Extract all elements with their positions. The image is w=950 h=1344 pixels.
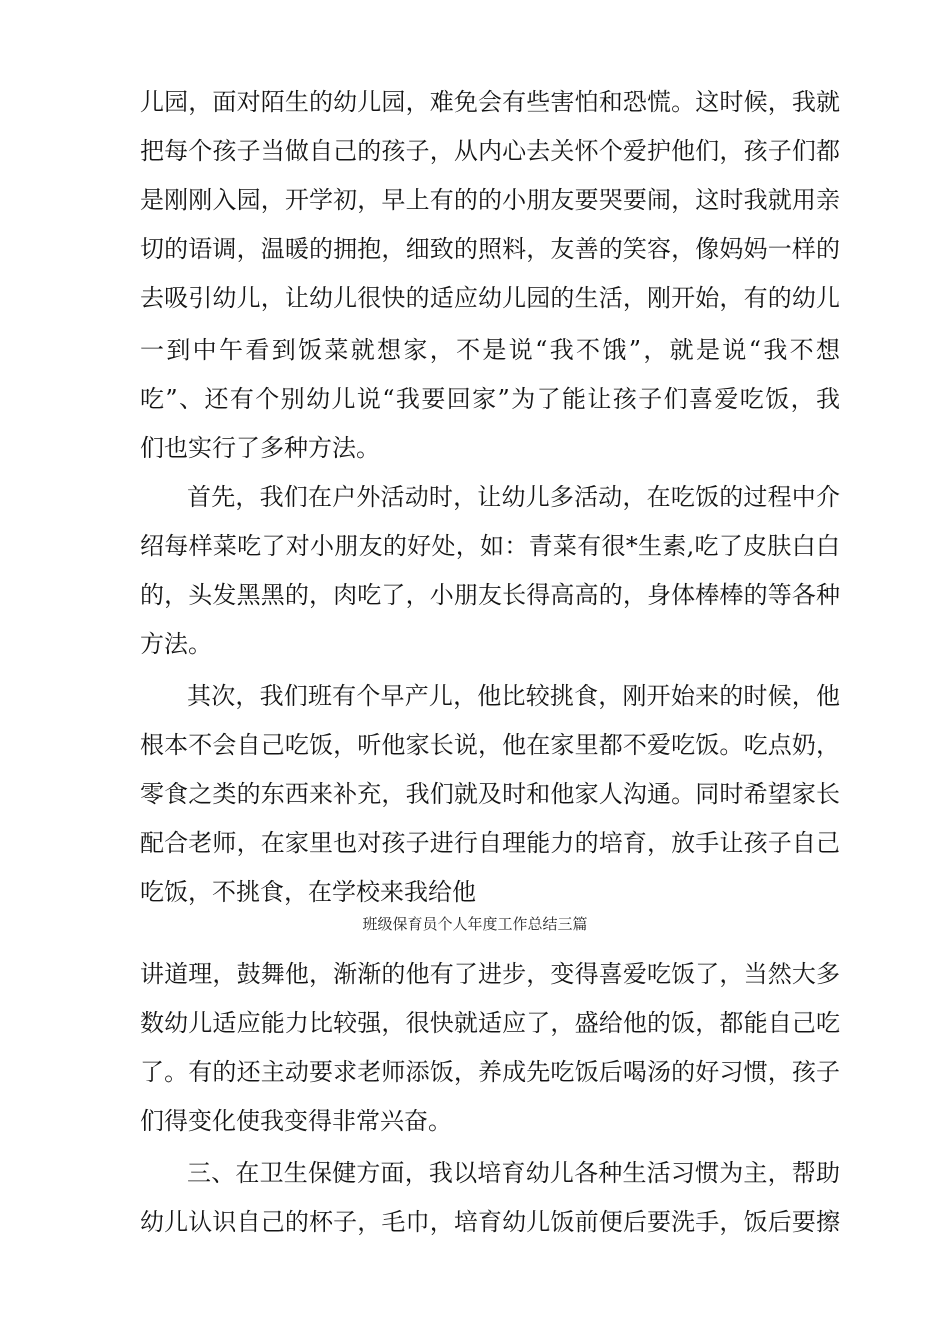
text-line: 儿园，面对陌生的幼儿园，难免会有些害怕和恐慌。这时候，我就	[140, 88, 840, 116]
text-line: 把每个孩子当做自己的孩子，从内心去关怀个爱护他们，孩子们都	[140, 137, 840, 165]
text-line: 了。有的还主动要求老师添饭，养成先吃饭后喝汤的好习惯，孩子	[140, 1058, 840, 1086]
text-line: 绍每样菜吃了对小朋友的好处，如：青菜有很*生素,吃了皮肤白白	[140, 532, 840, 560]
text-line: 方法。	[140, 630, 212, 658]
text-line: 零食之类的东西来补充，我们就及时和他家人沟通。同时希望家长	[140, 780, 840, 808]
text-line: 根本不会自己吃饭，听他家长说，他在家里都不爱吃饭。吃点奶，	[140, 731, 840, 759]
text-line: 幼儿认识自己的杯子，毛巾，培育幼儿饭前便后要洗手，饭后要擦	[140, 1208, 840, 1236]
text-line: 配合老师，在家里也对孩子进行自理能力的培育，放手让孩子自己	[140, 829, 840, 857]
text-line: 们得变化使我变得非常兴奋。	[140, 1107, 452, 1135]
text-line: 其次，我们班有个早产儿，他比较挑食，刚开始来的时候，他	[187, 682, 840, 710]
text-line: 们也实行了多种方法。	[140, 434, 380, 462]
text-line: 吃”、还有个别幼儿说“我要回家”为了能让孩子们喜爱吃饭，我	[140, 385, 840, 413]
text-line: 讲道理，鼓舞他，渐渐的他有了进步，变得喜爱吃饭了，当然大多	[140, 960, 840, 988]
text-line: 切的语调，温暖的拥抱，细致的照料，友善的笑容，像妈妈一样的	[140, 235, 840, 263]
text-line: 三、在卫生保健方面，我以培育幼儿各种生活习惯为主，帮助	[187, 1159, 840, 1187]
text-line: 是刚刚入园，开学初，早上有的的小朋友要哭要闹，这时我就用亲	[140, 186, 840, 214]
text-line: 的，头发黑黑的，肉吃了，小朋友长得高高的，身体棒棒的等各种	[140, 581, 840, 609]
text-line: 数幼儿适应能力比较强，很快就适应了，盛给他的饭，都能自己吃	[140, 1009, 840, 1037]
text-line: 一到中午看到饭菜就想家，不是说“我不饿”，就是说“我不想	[140, 336, 840, 364]
text-line: 吃饭，不挑食，在学校来我给他	[140, 878, 476, 906]
text-line: 去吸引幼儿，让幼儿很快的适应幼儿园的生活，刚开始，有的幼儿	[140, 284, 840, 312]
text-line: 首先，我们在户外活动时，让幼儿多活动，在吃饭的过程中介	[187, 483, 840, 511]
page-footer: 班级保育员个人年度工作总结三篇	[362, 915, 588, 933]
